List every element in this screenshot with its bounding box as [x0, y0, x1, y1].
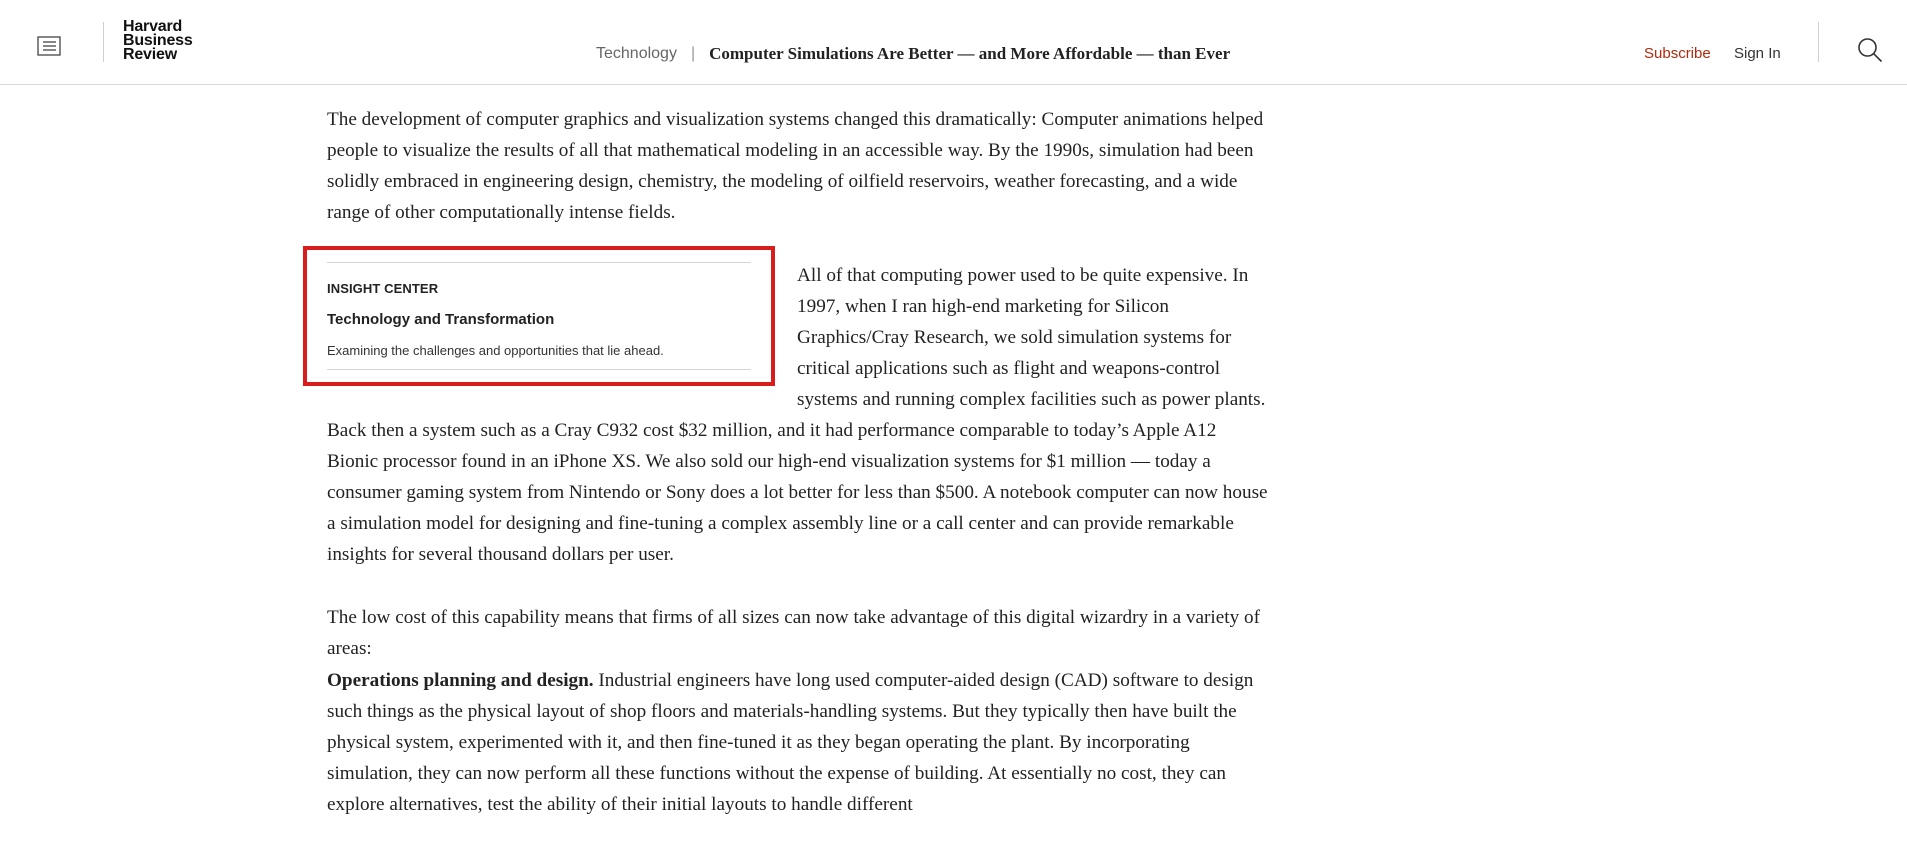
operations-planning-lead: Operations planning and design. [327, 670, 594, 691]
logo-line-1: Harvard [123, 18, 183, 35]
site-header [0, 0, 1907, 85]
promo-float-spacer [327, 260, 797, 410]
paragraph-computing-cost [327, 260, 1269, 570]
header-divider [1818, 22, 1819, 62]
paragraph-computing-cost-text: All of that computing power used to be quite expensive. In 1997, when I ran high-end marketing for Silicon Graphics/Cray Research, we sold simulation systems for critical applications such as flight and weapons-control systems and running complex facilities such as power plants. Back then a system such as a Cray C932 cost $32 million, and it had performance comparable to today’s Apple A12 Bionic processor found in an iPhone XS. We also sold our high-end visualization systems for $1 million — today a consumer gaming system from Nintendo or Sony does a lot better for less than $500. A notebook computer can now house a simulation model for designing and fine-tuning a complex assembly line or a call center and can provide remarkable insights for several thousand dollars per user. [327, 265, 1268, 565]
paragraph-graphics-history: The development of computer graphics and visualization systems changed this dramatically: Computer animations helped people to visualize the results of all that mathematical modeling in an accessible way. By the 1990s, simulation had been solidly embraced in engineering design, chemistry, the modeling of oilfield reservoirs, weather forecasting, and a wide range of other computationally intense fields. [327, 109, 1264, 223]
logo-line-3: Review [123, 46, 177, 63]
search-icon[interactable] [1857, 37, 1883, 63]
operations-planning-text: Industrial engineers have long used computer-aided design (CAD) software to design such things as the physical layout of shop floors and materials-handling systems. But they typically then have built the physical system, experimented with it, and then fine-tuned it as they began operating the plant. By incorporating simulation, they can now perform all these functions without the expense of building. At essentially no cost, they can explore alternatives, test the ability of their initial layouts to handle different [327, 670, 1254, 815]
logo-divider [103, 22, 104, 62]
sign-in-link[interactable]: Sign In [1734, 45, 1781, 62]
section-link[interactable]: Technology [596, 45, 677, 62]
logo-line-2: Business [123, 32, 193, 49]
subscribe-link[interactable]: Subscribe [1644, 45, 1711, 62]
article-title: Computer Simulations Are Better — and More Affordable — than Ever [709, 44, 1231, 63]
hbr-logo[interactable] [123, 20, 193, 62]
menu-list-icon[interactable] [37, 36, 61, 56]
paragraph-low-cost: The low cost of this capability means that firms of all sizes can now take advantage of this digital wizardry in a variety of areas: [327, 607, 1260, 659]
insight-center-kicker: INSIGHT CENTER [327, 281, 439, 296]
breadcrumb [596, 44, 1230, 64]
breadcrumb-separator: | [690, 45, 696, 62]
insight-center-title[interactable]: Technology and Transformation [327, 311, 555, 328]
insight-center-description: Examining the challenges and opportunities that lie ahead. [327, 343, 664, 358]
paragraph-operations-planning [327, 665, 1269, 820]
